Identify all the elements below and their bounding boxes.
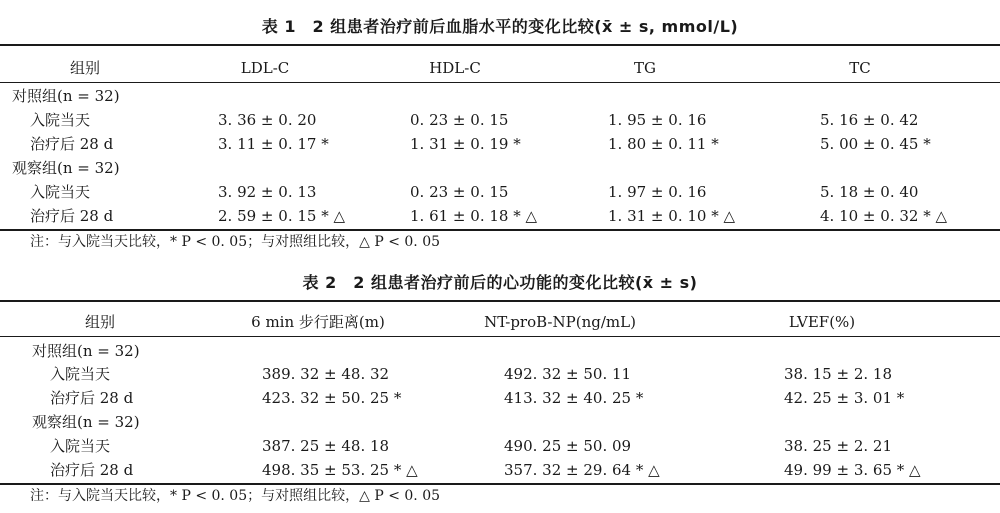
table2-header-rule <box>0 336 1000 337</box>
table2-bottom-rule <box>0 483 1000 485</box>
table-row <box>0 362 1000 386</box>
cell: 0. 23 ± 0. 15 <box>410 111 509 129</box>
table2-group-row <box>0 410 1000 434</box>
table1-group-row <box>0 156 1000 180</box>
cell: 3. 92 ± 0. 13 <box>218 183 317 201</box>
table2-header-lvef: LVEF(%) <box>788 313 856 331</box>
cell: 5. 16 ± 0. 42 <box>820 111 919 129</box>
cell: 1. 97 ± 0. 16 <box>608 183 707 201</box>
row-label: 治疗后 28 d <box>30 135 114 153</box>
table1-header-group: 组别 <box>69 59 101 77</box>
cell: 42. 25 ± 3. 01 * <box>784 389 905 407</box>
row-label: 入院当天 <box>50 365 111 383</box>
table2-top-rule <box>0 300 1000 302</box>
table1-top-rule <box>0 44 1000 46</box>
table2-group-row <box>0 339 1000 363</box>
cell: 389. 32 ± 48. 32 <box>262 365 390 383</box>
table2-title: 表 2 2 组患者治疗前后的心功能的变化比较(x̄ ± s) <box>302 273 698 292</box>
cell: 2. 59 ± 0. 15 * △ <box>218 207 346 225</box>
cell: 1. 61 ± 0. 18 * △ <box>410 207 538 225</box>
table1-group-control-label: 对照组(n = 32) <box>12 87 120 105</box>
table1-group-observation-label: 观察组(n = 32) <box>12 159 120 177</box>
row-label: 入院当天 <box>50 437 111 455</box>
cell: 0. 23 ± 0. 15 <box>410 183 509 201</box>
table2-header-group: 组别 <box>84 313 116 331</box>
table2-header-walk-distance: 6 min 步行距离(m) <box>251 313 385 331</box>
table-row <box>0 458 1000 482</box>
table2-group-control-label: 对照组(n = 32) <box>32 342 140 360</box>
cell: 49. 99 ± 3. 65 * △ <box>784 461 921 479</box>
table1-header-ldl: LDL-C <box>240 59 290 77</box>
table1-header-hdl: HDL-C <box>429 59 481 77</box>
table-row <box>0 204 1000 228</box>
cell: 1. 31 ± 0. 19 * <box>410 135 521 153</box>
table2-header-ntprobnp: NT-proB-NP(ng/mL) <box>484 313 636 331</box>
table2-group-observation-label: 观察组(n = 32) <box>32 413 140 431</box>
table-row <box>0 108 1000 132</box>
cell: 357. 32 ± 29. 64 * △ <box>504 461 660 479</box>
table1-header-tc: TC <box>849 59 871 77</box>
table1-bottom-rule <box>0 229 1000 231</box>
cell: 413. 32 ± 40. 25 * <box>504 389 644 407</box>
table-row <box>0 180 1000 204</box>
table2-footnote: 注：与入院当天比较，* P < 0. 05；与对照组比较，△ P < 0. 05 <box>30 488 441 504</box>
cell: 5. 00 ± 0. 45 * <box>820 135 931 153</box>
cell: 492. 32 ± 50. 11 <box>504 365 632 383</box>
cell: 38. 25 ± 2. 21 <box>784 437 892 455</box>
table1-group-row <box>0 84 1000 108</box>
row-label: 治疗后 28 d <box>30 207 114 225</box>
table-row <box>0 132 1000 156</box>
cell: 423. 32 ± 50. 25 * <box>262 389 402 407</box>
table1-title: 表 1 2 组患者治疗前后血脂水平的变化比较(x̄ ± s, mmol/L) <box>261 17 739 36</box>
cell: 38. 15 ± 2. 18 <box>784 365 892 383</box>
table1-header-tg: TG <box>634 59 656 77</box>
row-label: 入院当天 <box>30 111 91 129</box>
cell: 3. 11 ± 0. 17 * <box>218 135 329 153</box>
row-label: 治疗后 28 d <box>50 461 134 479</box>
table-row <box>0 434 1000 458</box>
cell: 4. 10 ± 0. 32 * △ <box>820 207 948 225</box>
table1-header-row <box>0 56 1000 80</box>
cell: 490. 25 ± 50. 09 <box>504 437 632 455</box>
cell: 3. 36 ± 0. 20 <box>218 111 317 129</box>
cell: 498. 35 ± 53. 25 * △ <box>262 461 418 479</box>
cell: 1. 95 ± 0. 16 <box>608 111 707 129</box>
cell: 1. 80 ± 0. 11 * <box>608 135 719 153</box>
cell: 387. 25 ± 48. 18 <box>262 437 390 455</box>
table-row <box>0 386 1000 410</box>
cell: 5. 18 ± 0. 40 <box>820 183 919 201</box>
table1-footnote: 注：与入院当天比较，* P < 0. 05；与对照组比较，△ P < 0. 05 <box>30 234 441 250</box>
table2-header-row <box>0 310 1000 334</box>
row-label: 治疗后 28 d <box>50 389 134 407</box>
row-label: 入院当天 <box>30 183 91 201</box>
cell: 1. 31 ± 0. 10 * △ <box>608 207 736 225</box>
table1-header-rule <box>0 82 1000 83</box>
